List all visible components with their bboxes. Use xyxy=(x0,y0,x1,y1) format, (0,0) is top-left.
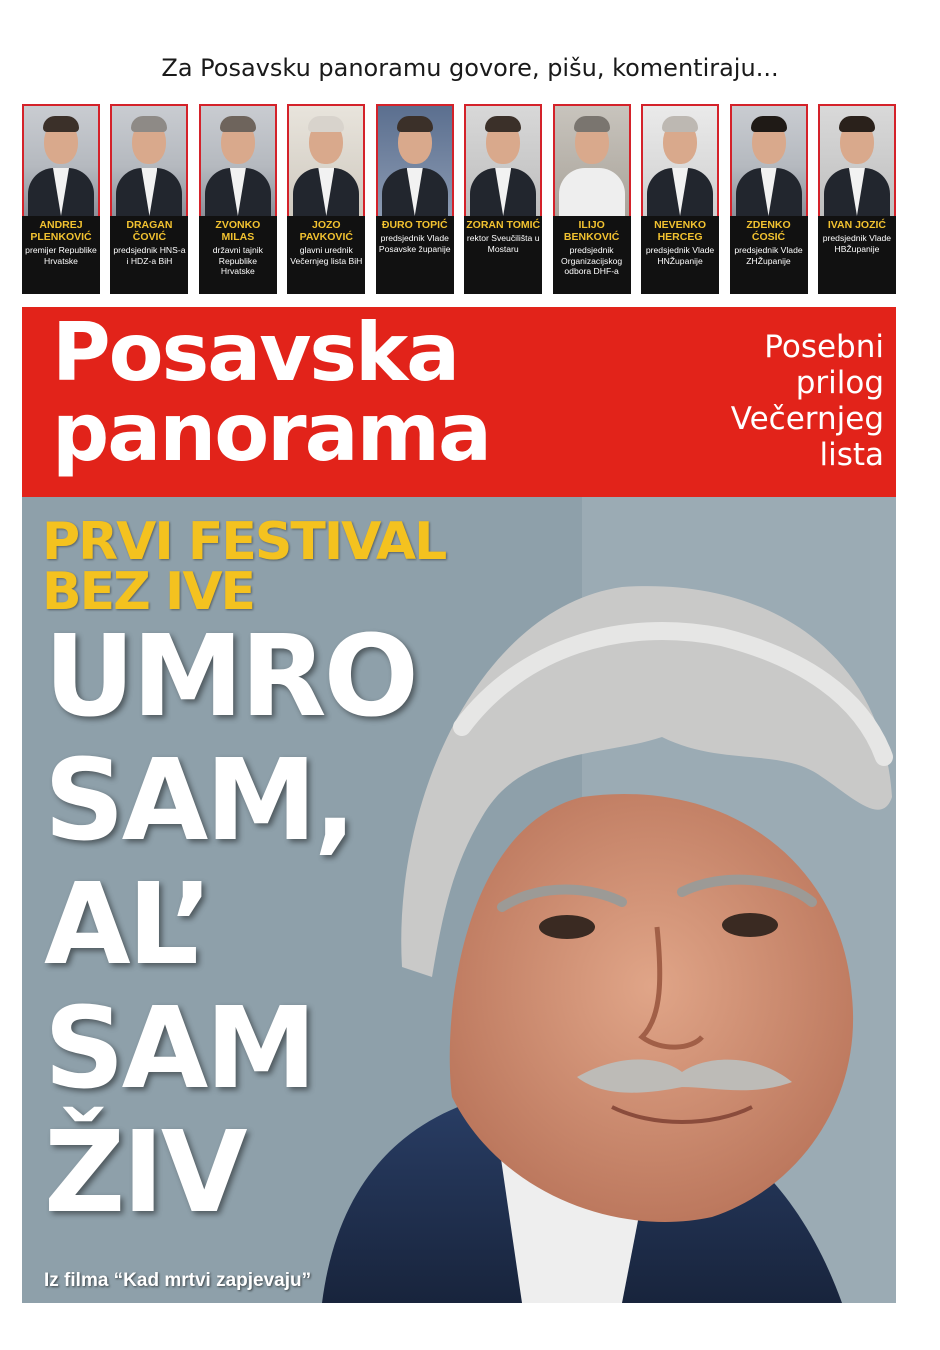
contributor-role: predsjednik Vlade ZHŽupanije xyxy=(734,245,803,266)
contributor-card xyxy=(287,104,365,294)
publication-title-line: panorama xyxy=(52,386,490,479)
contributor-photo xyxy=(641,104,719,218)
contributor-caption xyxy=(641,216,719,294)
contributor-card xyxy=(818,104,896,294)
contributor-role: predsjednik HNS-a i HDZ-a BiH xyxy=(113,245,186,266)
contributor-photo xyxy=(110,104,188,218)
cover-headline-line: SAM xyxy=(44,984,314,1114)
contributor-photo xyxy=(376,104,454,218)
cover-kicker-line: BEZ IVE xyxy=(42,562,255,622)
contributor-caption xyxy=(464,216,542,294)
contributor-card xyxy=(22,104,100,294)
contributor-name: NEVENKO HERCEG xyxy=(654,219,707,243)
contributor-role: državni tajnik Republike Hrvatske xyxy=(212,245,263,276)
contributor-name: ZDENKO ĆOSIĆ xyxy=(746,219,791,243)
contributor-name: ZVONKO MILAS xyxy=(215,219,261,243)
publication-title-line: Posavska xyxy=(52,306,459,399)
contributor-name: DRAGAN ČOVIĆ xyxy=(126,219,173,243)
contributor-card xyxy=(553,104,631,294)
masthead xyxy=(22,307,896,497)
contributor-role: predsjednik Vlade HBŽupanije xyxy=(822,233,892,254)
contributor-caption xyxy=(553,216,631,294)
cover-headline-line: SAM, xyxy=(44,736,354,866)
contributor-card xyxy=(641,104,719,294)
contributor-card xyxy=(110,104,188,294)
contributor-photo xyxy=(22,104,100,218)
contributor-caption xyxy=(22,216,100,294)
publication-title xyxy=(52,306,490,479)
contributor-card xyxy=(376,104,454,294)
contributor-name: ANDREJ PLENKOVIĆ xyxy=(30,219,92,243)
cover-photo xyxy=(22,497,896,1303)
cover-headline-line: ŽIV xyxy=(44,1108,245,1238)
contributor-role: predsjednik Vlade HNŽupanije xyxy=(645,245,715,266)
contributor-name: IVAN JOZIĆ xyxy=(827,219,887,231)
contributor-name: ILIJO BENKOVIĆ xyxy=(563,219,620,243)
contributor-role: glavni urednik Večernjeg lista BiH xyxy=(290,245,363,266)
cover-headline-line: UMRO xyxy=(44,612,416,742)
cover-kicker-line: PRVI FESTIVAL xyxy=(42,512,446,572)
contributor-name: ZORAN TOMIĆ xyxy=(466,219,541,231)
supplement-note-line: lista xyxy=(819,437,884,473)
contributors-strip xyxy=(22,104,896,294)
contributor-role: rektor Sveučilišta u Mostaru xyxy=(466,233,540,254)
contributor-caption xyxy=(376,216,454,294)
contributor-card xyxy=(464,104,542,294)
contributor-photo xyxy=(730,104,808,218)
contributors-tagline: Za Posavsku panoramu govore, pišu, komentiraju... xyxy=(161,54,779,82)
contributor-card xyxy=(199,104,277,294)
contributor-caption xyxy=(199,216,277,294)
supplement-note-line: Večernjeg xyxy=(730,401,884,437)
supplement-note xyxy=(731,329,884,473)
contributor-caption xyxy=(110,216,188,294)
supplement-note-line: prilog xyxy=(795,365,884,401)
contributor-photo xyxy=(464,104,542,218)
contributor-photo xyxy=(553,104,631,218)
contributor-name: ĐURO TOPIĆ xyxy=(381,219,448,231)
contributor-photo xyxy=(818,104,896,218)
contributor-caption xyxy=(818,216,896,294)
contributor-photo xyxy=(287,104,365,218)
contributor-role: premijer Republike Hrvatske xyxy=(25,245,97,266)
cover-headline xyxy=(44,612,416,1238)
contributor-caption xyxy=(287,216,365,294)
photo-credit: Iz filma “Kad mrtvi zapjevaju” xyxy=(44,1270,312,1291)
contributor-caption xyxy=(730,216,808,294)
cover-kicker xyxy=(42,512,446,622)
contributor-role: predsjednik Organizacijskog odbora DHF-a xyxy=(561,245,623,276)
cover-headline-line: AL’ xyxy=(44,860,210,990)
contributor-role: predsjednik Vlade Posavske županije xyxy=(378,233,451,254)
contributor-photo xyxy=(199,104,277,218)
contributor-name: JOZO PAVKOVIĆ xyxy=(299,219,353,243)
supplement-note-line: Posebni xyxy=(764,329,884,365)
contributor-card xyxy=(730,104,808,294)
